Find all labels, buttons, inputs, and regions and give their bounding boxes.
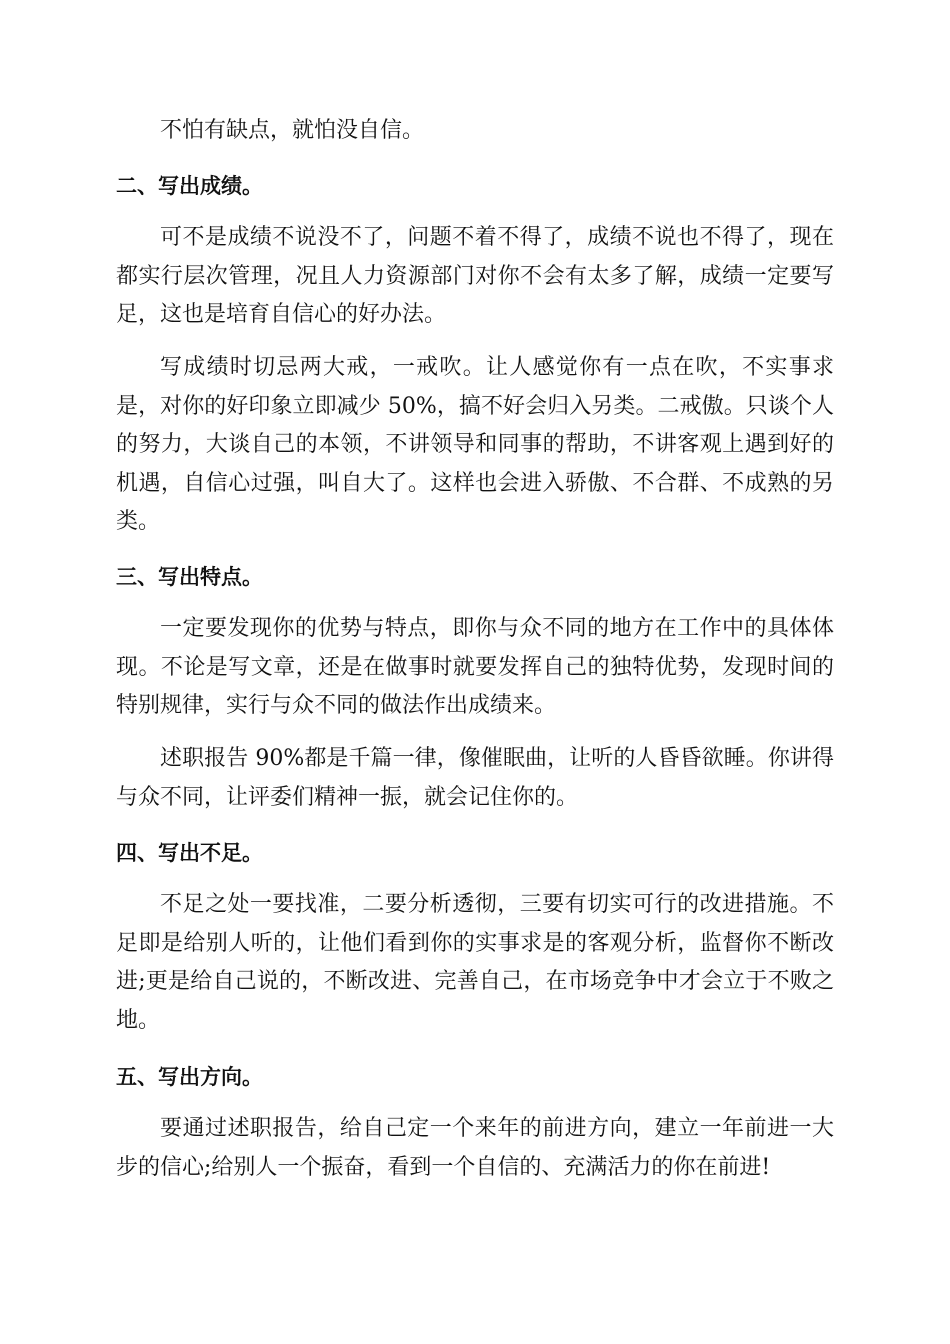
heading-achievements: 二、写出成绩。 bbox=[116, 174, 263, 198]
paragraph-intro: 不怕有缺点，就怕没自信。 bbox=[160, 118, 425, 143]
paragraph-achievements-1: 可不是成绩不说没不了，问题不着不得了，成绩不说也不得了，现在都实行层次管理，况且人力资源部门对你不会有太多了解，成绩一定要写足，这也是培育自信心的好办法。 bbox=[116, 225, 834, 327]
heading-direction: 五、写出方向。 bbox=[116, 1065, 263, 1089]
paragraph-shortcomings: 不足之处一要找准，二要分析透彻，三要有切实可行的改进措施。不足即是给别人听的，让他们看到你的实事求是的客观分析，监督你不断改进;更是给自己说的，不断改进、完善自己，在市场竞争中才会立于不败之地。 bbox=[116, 892, 834, 1033]
paragraph-features-1: 一定要发现你的优势与特点，即你与众不同的地方在工作中的具体体现。不论是写文章，还是在做事时就要发挥自己的独特优势，发现时间的特别规律，实行与众不同的做法作出成绩来。 bbox=[116, 616, 834, 718]
heading-features: 三、写出特点。 bbox=[116, 565, 263, 589]
paragraph-achievements-2: 写成绩时切忌两大戒，一戒吹。让人感觉你有一点在吹，不实事求是，对你的好印象立即减少 50%，搞不好会归入另类。二戒傲。只谈个人的努力，大谈自己的本领，不讲领导和同事的帮助，不讲客观上遇到好的机遇，自信心过强，叫自大了。这样也会进入骄傲、不合群、不成熟的另类。 bbox=[116, 355, 834, 534]
paragraph-direction: 要通过述职报告，给自己定一个来年的前进方向，建立一年前进一大步的信心;给别人一个振奋，看到一个自信的、充满活力的你在前进! bbox=[116, 1116, 834, 1180]
heading-shortcomings: 四、写出不足。 bbox=[116, 841, 263, 865]
paragraph-features-2: 述职报告 90%都是千篇一律，像催眠曲，让听的人昏昏欲睡。你讲得与众不同，让评委们精神一振，就会记住你的。 bbox=[116, 746, 834, 810]
